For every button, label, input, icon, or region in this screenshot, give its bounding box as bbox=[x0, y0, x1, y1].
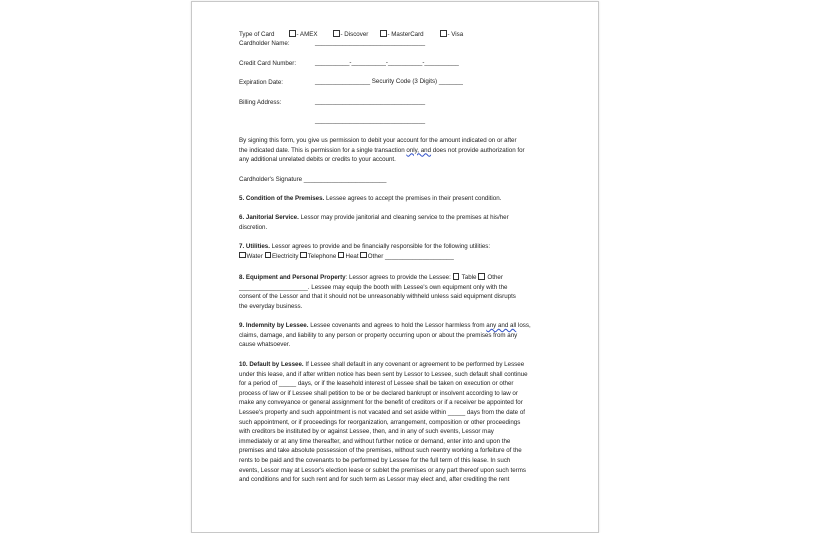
utilities-options: Water Electricity Telephone Heat Other ____________________ bbox=[239, 252, 559, 262]
equipment-other-checkbox[interactable] bbox=[478, 273, 485, 280]
visa-option[interactable] bbox=[440, 30, 463, 39]
section-6-title: 6. Janitorial Service. bbox=[239, 214, 299, 221]
section-10-title: 10. Default by Lessee. bbox=[239, 361, 304, 368]
billing-address-line-2[interactable]: ________________________________ bbox=[315, 117, 426, 124]
section-9-title: 9. Indemnity by Lessee. bbox=[239, 322, 309, 329]
section-5-text: Lessee agrees to accept the premises in their present condition. bbox=[324, 195, 502, 202]
section-9-line-3: cause whatsoever. bbox=[239, 341, 291, 349]
amex-label: - AMEX bbox=[296, 31, 318, 38]
section-10-line: events, Lessor may at Lessor's election lease or sublet the premises or any part thereof upon such terms bbox=[239, 466, 526, 474]
section-9: 9. Indemnity by Lessee. Lessee covenants and agrees to hold the Lessor harmless from any and all loss, claims, damage, and liability to any person or property occurring upon or about the premises from any cause whatsoever. bbox=[239, 321, 559, 350]
section-8-line-4: the everyday business. bbox=[239, 302, 303, 310]
discover-checkbox[interactable] bbox=[333, 30, 340, 37]
billing-address-line-1[interactable]: ________________________________ bbox=[315, 98, 426, 105]
grammar-flag[interactable]: only, and bbox=[406, 146, 432, 154]
section-10-line: Lessee's property and such appointment is not vacated and set aside within _____ days from the date of bbox=[239, 408, 525, 416]
mastercard-checkbox[interactable] bbox=[380, 30, 387, 37]
discover-label: - Discover bbox=[340, 31, 369, 38]
section-8: 8. Equipment and Personal Property: Lessor agrees to provide the Lessee: Table Other ____________________. Lessee may equip the booth with Lessee's own equipment only with the consent of the Lessor and that it should not be unreasonably withheld unless said equipment disrupts the everyday business. bbox=[239, 273, 559, 311]
section-10 bbox=[239, 360, 559, 485]
telephone-checkbox[interactable] bbox=[300, 252, 307, 259]
section-8-line-2: ____________________. Lessee may equip the booth with Lessee's own equipment only with the bbox=[239, 283, 508, 291]
mastercard-label: - MasterCard bbox=[387, 31, 424, 38]
grammar-flag-2[interactable]: any and all bbox=[486, 322, 517, 329]
section-10-text: If Lessee shall default in any covenant or agreement to be performed by Lessee bbox=[303, 361, 525, 368]
section-7-title: 7. Utilities. bbox=[239, 243, 270, 250]
section-10-line: such appointment, or if proceedings for reorganization, arrangement, composition or other proceedings bbox=[239, 418, 521, 426]
heat-checkbox[interactable] bbox=[338, 252, 345, 259]
water-checkbox[interactable] bbox=[239, 252, 246, 259]
card-type-label: Type of Card bbox=[239, 31, 275, 38]
other-checkbox[interactable] bbox=[360, 252, 367, 259]
section-9-line-2: claims, damage, and liability to any person or property occurring upon or about the premises from any bbox=[239, 331, 518, 339]
visa-checkbox[interactable] bbox=[440, 30, 447, 37]
section-5-title: 5. Condition of the Premises. bbox=[239, 195, 325, 202]
expiration-label: Expiration Date: bbox=[239, 79, 284, 86]
section-10-line: rents to be paid and the covenants to be performed by Lessee for the full term of this lease. In such bbox=[239, 456, 511, 464]
section-6-text: Lessor may provide janitorial and cleaning service to the premises at his/her bbox=[298, 214, 509, 221]
expiration-security-line[interactable]: ________________ Security Code (3 Digits) _______ bbox=[315, 78, 463, 85]
cardholder-name-line[interactable]: ________________________________ bbox=[315, 39, 426, 46]
section-6 bbox=[239, 213, 559, 232]
auth-line-3: any additional unrelated debits or credits to your account. bbox=[239, 156, 396, 164]
section-10-line: make any conveyance or general assignment for the benefit of creditors or if a receiver be appointed for bbox=[239, 399, 523, 407]
section-10-line: and conditions and for such rent and for such term as Lessor may elect and, after crediting the rent bbox=[239, 476, 510, 484]
document-page bbox=[191, 1, 599, 533]
section-10-line: immediately or at any time thereafter, and without further notice or demand, enter into and upon the bbox=[239, 437, 511, 445]
section-5 bbox=[239, 194, 559, 204]
amex-checkbox[interactable] bbox=[289, 30, 296, 37]
section-10-line: with creditors be instituted by or against Lessee, then, and in any of such events, Lessor may bbox=[239, 428, 494, 436]
billing-address-label: Billing Address: bbox=[239, 99, 282, 106]
auth-line-2: the indicated date. This is permission for a single transaction only, and does not provide authorization for bbox=[239, 146, 525, 154]
section-8-title: 8. Equipment and Personal Property bbox=[239, 274, 346, 281]
cardholder-signature-line[interactable]: Cardholder's Signature ________________________ bbox=[239, 176, 387, 183]
amex-option[interactable] bbox=[289, 30, 317, 39]
table-checkbox[interactable] bbox=[453, 273, 460, 280]
section-10-line: process of law or if Lessee shall petition to be or be declared bankrupt or insolvent according to law or bbox=[239, 389, 518, 397]
auth-line-1: By signing this form, you give us permission to debit your account for the amount indicated on or after bbox=[239, 137, 517, 144]
section-10-line: premises and take absolute possession of the premises, without such reentry working a forfeiture of the bbox=[239, 447, 522, 455]
section-8-line-3: consent of the Lessor and that it should not be unreasonably withheld unless said equipment disrupts bbox=[239, 293, 516, 301]
electricity-checkbox[interactable] bbox=[265, 252, 272, 259]
card-number-line[interactable]: __________-__________-__________-__________ bbox=[315, 59, 459, 66]
section-6-line-2: discretion. bbox=[239, 223, 268, 231]
section-10-line: under this lease, and if after written notice has been sent by Lessor to Lessee, such default shall continue bbox=[239, 370, 528, 378]
cardholder-name-label: Cardholder Name: bbox=[239, 40, 290, 47]
card-type-row bbox=[239, 30, 274, 39]
section-7-text: Lessor agrees to provide and be financially responsible for the following utilities: bbox=[269, 243, 491, 250]
card-number-label: Credit Card Number: bbox=[239, 60, 297, 67]
authorization-paragraph bbox=[239, 136, 559, 165]
section-10-line: for a period of _____ days, or if the leasehold interest of Lessee shall be taken on execution or other bbox=[239, 380, 514, 388]
section-7 bbox=[239, 242, 559, 261]
visa-label: - Visa bbox=[447, 31, 464, 38]
